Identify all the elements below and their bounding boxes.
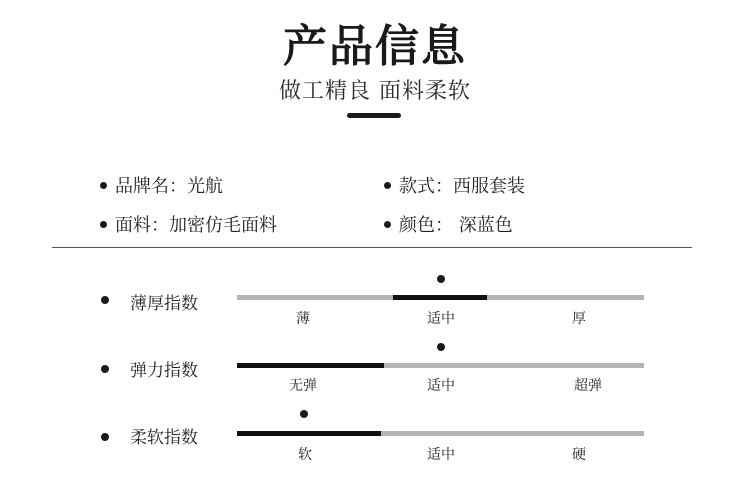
info-color-label: 颜色： — [399, 215, 453, 236]
info-style-value: 西服套装 — [453, 176, 525, 197]
metric-softness-marker — [300, 410, 308, 418]
info-style-label: 款式： — [399, 176, 453, 197]
bullet-icon — [384, 221, 391, 228]
metric-softness-tick-low: 软 — [298, 447, 312, 463]
info-brand — [100, 172, 223, 198]
metric-softness-bar-fill — [237, 431, 381, 436]
metric-thickness-bar-fill — [393, 295, 487, 300]
metric-softness-label: 柔软指数 — [130, 428, 198, 448]
bullet-icon — [101, 433, 109, 441]
info-brand-label: 品牌名： — [115, 176, 187, 197]
metric-thickness-marker — [437, 275, 445, 283]
info-brand-value: 光航 — [187, 176, 223, 197]
metric-elasticity-tick-high: 超弹 — [574, 378, 602, 394]
metric-thickness-tick-mid: 适中 — [427, 311, 455, 327]
info-color — [384, 211, 513, 237]
metric-elasticity-bar-fill — [237, 363, 384, 368]
metric-softness-bar — [237, 431, 644, 436]
info-fabric-label: 面料： — [115, 215, 169, 236]
metric-elasticity-tick-low: 无弹 — [289, 378, 317, 394]
page-title: 产品信息 — [283, 21, 467, 72]
metric-thickness-label: 薄厚指数 — [130, 294, 198, 314]
metric-elasticity-label: 弹力指数 — [130, 361, 198, 381]
metric-thickness-tick-high: 厚 — [572, 311, 586, 327]
metric-elasticity-bar — [237, 363, 644, 368]
bullet-icon — [100, 221, 107, 228]
bullet-icon — [384, 182, 391, 189]
section-divider — [52, 247, 692, 248]
bullet-icon — [101, 365, 109, 373]
page-subtitle: 做工精良 面料柔软 — [279, 79, 471, 104]
metric-softness-tick-high: 硬 — [572, 447, 586, 463]
metric-elasticity-marker — [437, 343, 445, 351]
metric-softness-tick-mid: 适中 — [427, 447, 455, 463]
metric-thickness-bar — [237, 295, 644, 300]
metric-thickness-tick-low: 薄 — [296, 311, 310, 327]
metric-elasticity-tick-mid: 适中 — [427, 378, 455, 394]
info-fabric-value: 加密仿毛面料 — [169, 215, 277, 236]
info-color-value: 深蓝色 — [453, 215, 513, 236]
bullet-icon — [100, 182, 107, 189]
info-fabric — [100, 211, 277, 237]
bullet-icon — [101, 296, 109, 304]
info-style — [384, 172, 525, 198]
title-underline — [347, 113, 401, 118]
